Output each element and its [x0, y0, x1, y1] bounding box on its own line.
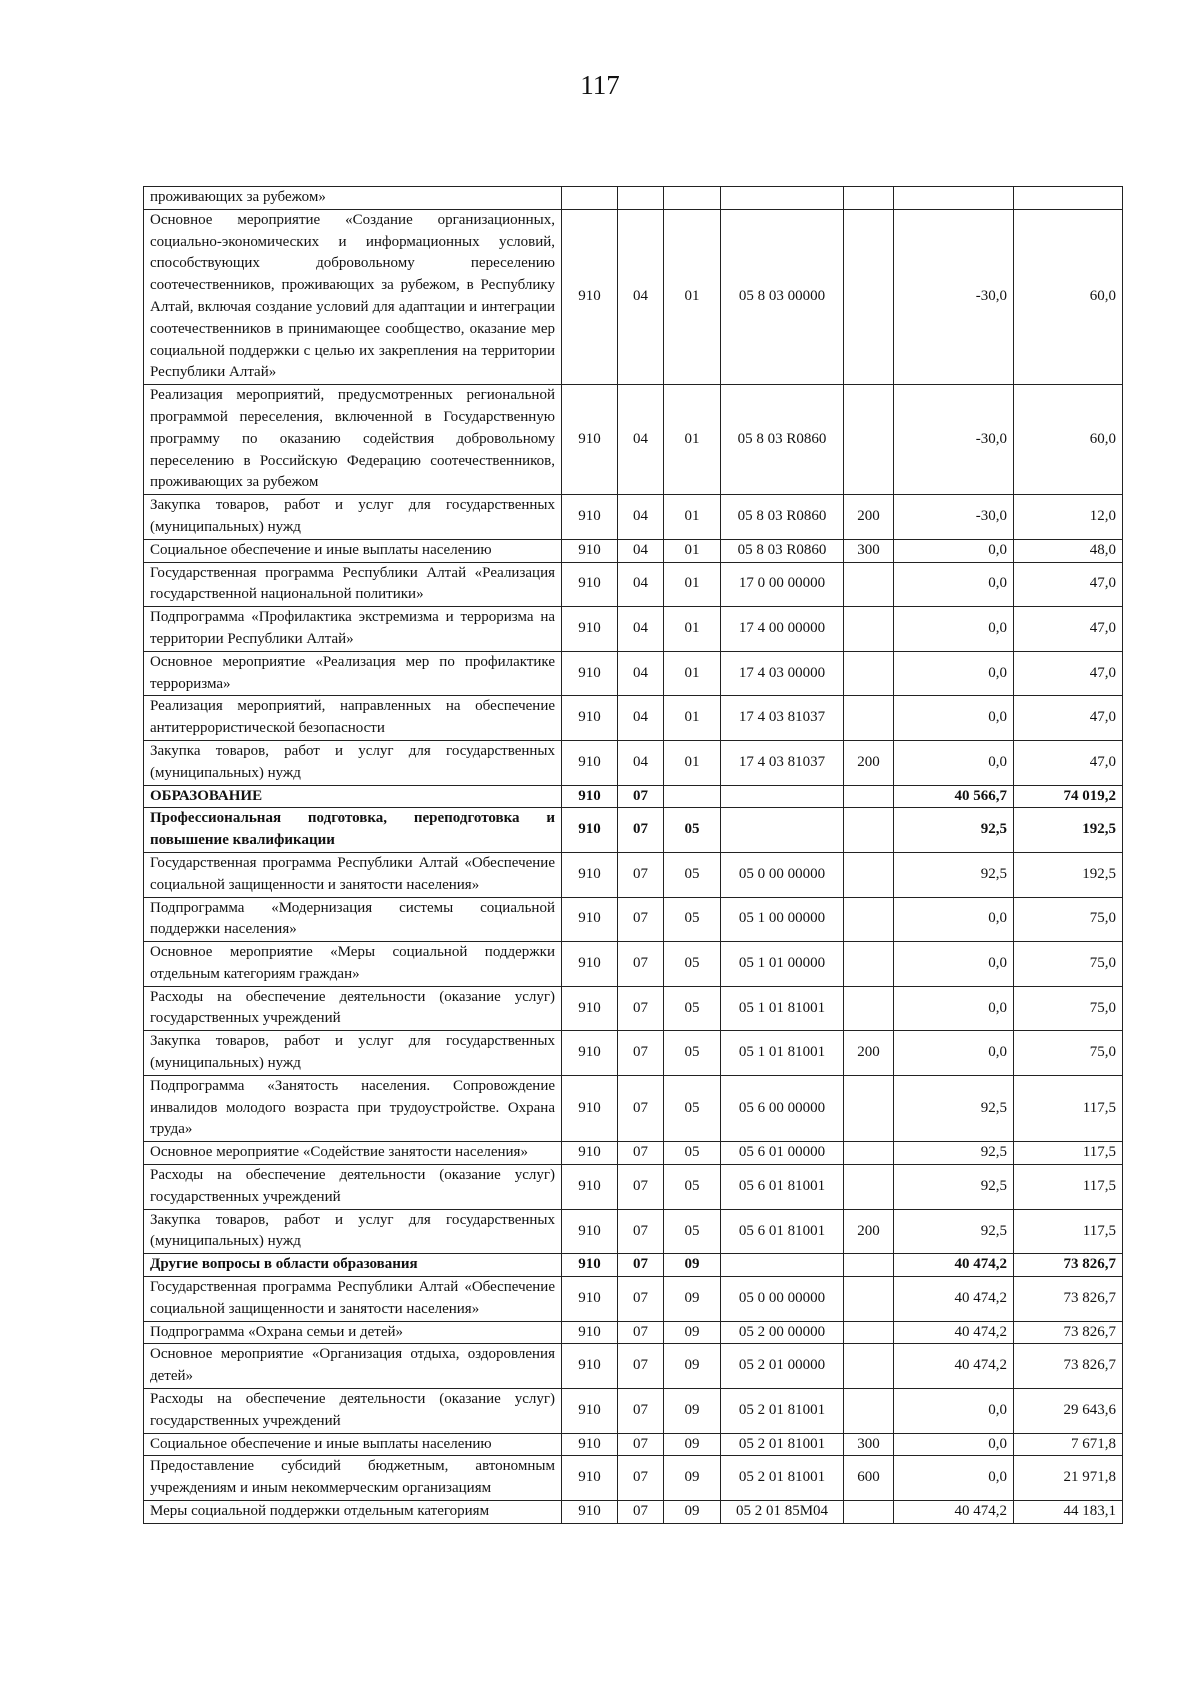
expense-type-code: [844, 607, 894, 652]
target-article-code: 05 2 01 81001: [721, 1389, 844, 1434]
section-code: 07: [618, 1165, 664, 1210]
row-name: Основное мероприятие «Создание организационных, социально-экономических и информационных условий, способствующих добровольному переселению соотечественников, проживающих за рубежом, в Республику Алтай, включая создание условий для адаптации и интеграции соотечественников в принимающее сообщество, оказание мер социальной поддержки с целью их закрепления на территории Республики Алтай»: [144, 209, 562, 384]
amount-1: 92,5: [894, 1209, 1014, 1254]
amount-2: 44 183,1: [1014, 1501, 1123, 1524]
expense-type-code: 200: [844, 495, 894, 540]
amount-1: -30,0: [894, 385, 1014, 495]
grbs-code: 910: [562, 539, 618, 562]
amount-2: 117,5: [1014, 1142, 1123, 1165]
section-code: 07: [618, 942, 664, 987]
amount-1: 92,5: [894, 808, 1014, 853]
subsection-code: 09: [664, 1344, 721, 1389]
grbs-code: 910: [562, 1344, 618, 1389]
table-row: [144, 808, 1123, 853]
target-article-code: 05 1 01 81001: [721, 1031, 844, 1076]
amount-2: 21 971,8: [1014, 1456, 1123, 1501]
expense-type-code: [844, 651, 894, 696]
table-row: [144, 1254, 1123, 1277]
row-name: Закупка товаров, работ и услуг для государственных (муниципальных) нужд: [144, 495, 562, 540]
grbs-code: 910: [562, 651, 618, 696]
row-name: Профессиональная подготовка, переподготовка и повышение квалификации: [144, 808, 562, 853]
row-name: Подпрограмма «Профилактика экстремизма и терроризма на территории Республики Алтай»: [144, 607, 562, 652]
section-code: 07: [618, 1142, 664, 1165]
subsection-code: 01: [664, 385, 721, 495]
grbs-code: 910: [562, 740, 618, 785]
grbs-code: 910: [562, 1165, 618, 1210]
subsection-code: [664, 187, 721, 210]
target-article-code: 05 8 03 R0860: [721, 539, 844, 562]
table-row: [144, 986, 1123, 1031]
subsection-code: 09: [664, 1277, 721, 1322]
section-code: 07: [618, 1344, 664, 1389]
subsection-code: 01: [664, 696, 721, 741]
section-code: 04: [618, 562, 664, 607]
grbs-code: 910: [562, 897, 618, 942]
row-name: Закупка товаров, работ и услуг для государственных (муниципальных) нужд: [144, 740, 562, 785]
row-name: Расходы на обеспечение деятельности (оказание услуг) государственных учреждений: [144, 986, 562, 1031]
section-code: 07: [618, 808, 664, 853]
amount-1: 0,0: [894, 539, 1014, 562]
section-code: 07: [618, 1456, 664, 1501]
row-name: Закупка товаров, работ и услуг для государственных (муниципальных) нужд: [144, 1209, 562, 1254]
amount-1: 0,0: [894, 1456, 1014, 1501]
section-code: 04: [618, 740, 664, 785]
amount-1: 0,0: [894, 562, 1014, 607]
grbs-code: 910: [562, 808, 618, 853]
table-row: [144, 1344, 1123, 1389]
table-row: [144, 897, 1123, 942]
table-row: [144, 651, 1123, 696]
row-name: Предоставление субсидий бюджетным, автономным учреждениям и иным некоммерческим организациям: [144, 1456, 562, 1501]
section-code: 07: [618, 897, 664, 942]
subsection-code: 05: [664, 1209, 721, 1254]
target-article-code: 05 2 01 00000: [721, 1344, 844, 1389]
row-name: Государственная программа Республики Алтай «Реализация государственной национальной политики»: [144, 562, 562, 607]
expense-type-code: [844, 942, 894, 987]
target-article-code: 05 6 01 81001: [721, 1209, 844, 1254]
subsection-code: 09: [664, 1501, 721, 1524]
expense-type-code: [844, 897, 894, 942]
expense-type-code: 200: [844, 1031, 894, 1076]
expense-type-code: [844, 562, 894, 607]
table-row: [144, 852, 1123, 897]
row-name: Реализация мероприятий, предусмотренных региональной программой переселения, включенной в Государственную программу по оказанию содействия добровольному переселению в Российскую Федерацию соотечественников, проживающих за рубежом: [144, 385, 562, 495]
target-article-code: 05 2 01 85М04: [721, 1501, 844, 1524]
section-code: 07: [618, 1075, 664, 1141]
subsection-code: 05: [664, 1165, 721, 1210]
subsection-code: 01: [664, 209, 721, 384]
expense-type-code: [844, 187, 894, 210]
subsection-code: 01: [664, 495, 721, 540]
target-article-code: 05 2 00 00000: [721, 1321, 844, 1344]
grbs-code: 910: [562, 385, 618, 495]
amount-1: 40 474,2: [894, 1277, 1014, 1322]
target-article-code: [721, 808, 844, 853]
row-name: Социальное обеспечение и иные выплаты населению: [144, 1433, 562, 1456]
subsection-code: 09: [664, 1389, 721, 1434]
amount-2: 117,5: [1014, 1209, 1123, 1254]
amount-1: 0,0: [894, 1433, 1014, 1456]
section-code: 07: [618, 785, 664, 808]
amount-1: 0,0: [894, 1031, 1014, 1076]
amount-2: 75,0: [1014, 1031, 1123, 1076]
grbs-code: 910: [562, 1433, 618, 1456]
subsection-code: 09: [664, 1456, 721, 1501]
table-row: [144, 1031, 1123, 1076]
row-name: Другие вопросы в области образования: [144, 1254, 562, 1277]
expense-type-code: 200: [844, 1209, 894, 1254]
row-name: Основное мероприятие «Реализация мер по профилактике терроризма»: [144, 651, 562, 696]
section-code: 07: [618, 1031, 664, 1076]
target-article-code: 05 8 03 R0860: [721, 495, 844, 540]
row-name: Основное мероприятие «Меры социальной поддержки отдельным категориям граждан»: [144, 942, 562, 987]
table-row: [144, 1277, 1123, 1322]
amount-1: [894, 187, 1014, 210]
expense-type-code: 200: [844, 740, 894, 785]
amount-2: 117,5: [1014, 1075, 1123, 1141]
amount-1: 0,0: [894, 696, 1014, 741]
target-article-code: 05 8 03 00000: [721, 209, 844, 384]
amount-2: 117,5: [1014, 1165, 1123, 1210]
section-code: 07: [618, 1433, 664, 1456]
amount-1: 92,5: [894, 1165, 1014, 1210]
amount-2: 47,0: [1014, 696, 1123, 741]
row-name: Подпрограмма «Модернизация системы социальной поддержки населения»: [144, 897, 562, 942]
amount-2: 7 671,8: [1014, 1433, 1123, 1456]
target-article-code: [721, 785, 844, 808]
subsection-code: 05: [664, 1075, 721, 1141]
row-name: Подпрограмма «Занятость населения. Сопровождение инвалидов молодого возраста при трудоустройстве. Охрана труда»: [144, 1075, 562, 1141]
expense-type-code: [844, 696, 894, 741]
table-row: [144, 740, 1123, 785]
section-code: 04: [618, 385, 664, 495]
row-name: Расходы на обеспечение деятельности (оказание услуг) государственных учреждений: [144, 1389, 562, 1434]
table-row: [144, 385, 1123, 495]
expense-type-code: [844, 1165, 894, 1210]
expense-type-code: [844, 852, 894, 897]
expense-type-code: [844, 385, 894, 495]
table-row: [144, 1209, 1123, 1254]
target-article-code: 17 4 03 81037: [721, 696, 844, 741]
row-name: ОБРАЗОВАНИЕ: [144, 785, 562, 808]
amount-1: 40 566,7: [894, 785, 1014, 808]
subsection-code: 01: [664, 539, 721, 562]
section-code: 07: [618, 1277, 664, 1322]
subsection-code: [664, 785, 721, 808]
grbs-code: 910: [562, 1277, 618, 1322]
grbs-code: 910: [562, 495, 618, 540]
amount-2: 47,0: [1014, 607, 1123, 652]
amount-2: 192,5: [1014, 852, 1123, 897]
row-name: Меры социальной поддержки отдельным категориям: [144, 1501, 562, 1524]
table-row: [144, 942, 1123, 987]
expense-type-code: [844, 1075, 894, 1141]
target-article-code: 05 1 00 00000: [721, 897, 844, 942]
table-row: [144, 495, 1123, 540]
grbs-code: 910: [562, 852, 618, 897]
amount-2: 60,0: [1014, 209, 1123, 384]
section-code: 04: [618, 209, 664, 384]
amount-1: 0,0: [894, 651, 1014, 696]
subsection-code: 01: [664, 562, 721, 607]
grbs-code: 910: [562, 1031, 618, 1076]
expense-type-code: [844, 1344, 894, 1389]
subsection-code: 09: [664, 1433, 721, 1456]
target-article-code: 05 8 03 R0860: [721, 385, 844, 495]
target-article-code: 05 6 00 00000: [721, 1075, 844, 1141]
subsection-code: 05: [664, 852, 721, 897]
grbs-code: 910: [562, 1075, 618, 1141]
grbs-code: 910: [562, 696, 618, 741]
grbs-code: 910: [562, 1254, 618, 1277]
table-row: [144, 1321, 1123, 1344]
table-row: [144, 607, 1123, 652]
expense-type-code: [844, 1254, 894, 1277]
table-row: [144, 187, 1123, 210]
amount-1: -30,0: [894, 495, 1014, 540]
amount-1: -30,0: [894, 209, 1014, 384]
amount-2: 75,0: [1014, 897, 1123, 942]
grbs-code: 910: [562, 209, 618, 384]
section-code: 07: [618, 1501, 664, 1524]
amount-1: 40 474,2: [894, 1501, 1014, 1524]
expense-type-code: [844, 808, 894, 853]
table-row: [144, 1433, 1123, 1456]
target-article-code: 05 6 01 00000: [721, 1142, 844, 1165]
amount-1: 0,0: [894, 897, 1014, 942]
expense-type-code: 600: [844, 1456, 894, 1501]
table-row: [144, 1165, 1123, 1210]
subsection-code: 05: [664, 942, 721, 987]
amount-2: 73 826,7: [1014, 1254, 1123, 1277]
grbs-code: 910: [562, 1209, 618, 1254]
section-code: 07: [618, 1209, 664, 1254]
target-article-code: 17 4 03 81037: [721, 740, 844, 785]
expense-type-code: [844, 1389, 894, 1434]
amount-1: 92,5: [894, 1075, 1014, 1141]
section-code: 04: [618, 651, 664, 696]
target-article-code: 05 1 01 81001: [721, 986, 844, 1031]
grbs-code: [562, 187, 618, 210]
subsection-code: 05: [664, 986, 721, 1031]
grbs-code: 910: [562, 607, 618, 652]
amount-2: 73 826,7: [1014, 1277, 1123, 1322]
amount-2: 12,0: [1014, 495, 1123, 540]
target-article-code: 05 0 00 00000: [721, 1277, 844, 1322]
row-name: Государственная программа Республики Алтай «Обеспечение социальной защищенности и занятости населения»: [144, 852, 562, 897]
row-name: Реализация мероприятий, направленных на обеспечение антитеррористической безопасности: [144, 696, 562, 741]
amount-1: 0,0: [894, 942, 1014, 987]
table-row: [144, 209, 1123, 384]
amount-1: 0,0: [894, 607, 1014, 652]
table-row: [144, 696, 1123, 741]
subsection-code: 05: [664, 808, 721, 853]
row-name: Основное мероприятие «Организация отдыха, оздоровления детей»: [144, 1344, 562, 1389]
row-name: Социальное обеспечение и иные выплаты населению: [144, 539, 562, 562]
amount-2: [1014, 187, 1123, 210]
expense-type-code: 300: [844, 539, 894, 562]
expense-type-code: [844, 1142, 894, 1165]
amount-2: 73 826,7: [1014, 1321, 1123, 1344]
amount-2: 47,0: [1014, 740, 1123, 785]
expense-type-code: [844, 1321, 894, 1344]
expense-type-code: [844, 1501, 894, 1524]
section-code: 07: [618, 1321, 664, 1344]
amount-1: 0,0: [894, 740, 1014, 785]
amount-2: 73 826,7: [1014, 1344, 1123, 1389]
target-article-code: 05 2 01 81001: [721, 1456, 844, 1501]
subsection-code: 01: [664, 740, 721, 785]
amount-2: 47,0: [1014, 562, 1123, 607]
table-body: [144, 187, 1123, 1524]
target-article-code: [721, 1254, 844, 1277]
amount-2: 29 643,6: [1014, 1389, 1123, 1434]
table-row: [144, 1389, 1123, 1434]
subsection-code: 01: [664, 607, 721, 652]
section-code: 04: [618, 539, 664, 562]
section-code: 07: [618, 852, 664, 897]
expense-type-code: [844, 209, 894, 384]
target-article-code: 17 4 03 00000: [721, 651, 844, 696]
grbs-code: 910: [562, 562, 618, 607]
budget-table: [143, 186, 1123, 1524]
subsection-code: 01: [664, 651, 721, 696]
amount-2: 192,5: [1014, 808, 1123, 853]
table-row: [144, 1456, 1123, 1501]
grbs-code: 910: [562, 1389, 618, 1434]
expense-type-code: [844, 785, 894, 808]
amount-1: 40 474,2: [894, 1344, 1014, 1389]
section-code: 07: [618, 986, 664, 1031]
table-row: [144, 1142, 1123, 1165]
subsection-code: 09: [664, 1254, 721, 1277]
row-name: Расходы на обеспечение деятельности (оказание услуг) государственных учреждений: [144, 1165, 562, 1210]
row-name: Государственная программа Республики Алтай «Обеспечение социальной защищенности и занятости населения»: [144, 1277, 562, 1322]
section-code: 07: [618, 1254, 664, 1277]
amount-1: 92,5: [894, 852, 1014, 897]
amount-1: 40 474,2: [894, 1321, 1014, 1344]
target-article-code: 05 1 01 00000: [721, 942, 844, 987]
target-article-code: 05 0 00 00000: [721, 852, 844, 897]
section-code: 07: [618, 1389, 664, 1434]
table-row: [144, 562, 1123, 607]
table-row: [144, 1075, 1123, 1141]
section-code: [618, 187, 664, 210]
subsection-code: 05: [664, 1142, 721, 1165]
subsection-code: 05: [664, 897, 721, 942]
page-number: 117: [580, 70, 620, 100]
amount-1: 40 474,2: [894, 1254, 1014, 1277]
target-article-code: 17 4 00 00000: [721, 607, 844, 652]
amount-2: 75,0: [1014, 986, 1123, 1031]
expense-type-code: [844, 986, 894, 1031]
amount-2: 74 019,2: [1014, 785, 1123, 808]
subsection-code: 05: [664, 1031, 721, 1076]
amount-2: 48,0: [1014, 539, 1123, 562]
grbs-code: 910: [562, 1142, 618, 1165]
grbs-code: 910: [562, 942, 618, 987]
row-name: проживающих за рубежом»: [144, 187, 562, 210]
grbs-code: 910: [562, 785, 618, 808]
amount-2: 47,0: [1014, 651, 1123, 696]
row-name: Подпрограмма «Охрана семьи и детей»: [144, 1321, 562, 1344]
section-code: 04: [618, 495, 664, 540]
table-row: [144, 785, 1123, 808]
row-name: Основное мероприятие «Содействие занятости населения»: [144, 1142, 562, 1165]
target-article-code: 17 0 00 00000: [721, 562, 844, 607]
amount-1: 92,5: [894, 1142, 1014, 1165]
target-article-code: [721, 187, 844, 210]
amount-1: 0,0: [894, 1389, 1014, 1434]
amount-1: 0,0: [894, 986, 1014, 1031]
amount-2: 60,0: [1014, 385, 1123, 495]
expense-type-code: 300: [844, 1433, 894, 1456]
target-article-code: 05 6 01 81001: [721, 1165, 844, 1210]
target-article-code: 05 2 01 81001: [721, 1433, 844, 1456]
row-name: Закупка товаров, работ и услуг для государственных (муниципальных) нужд: [144, 1031, 562, 1076]
expense-type-code: [844, 1277, 894, 1322]
section-code: 04: [618, 607, 664, 652]
grbs-code: 910: [562, 1456, 618, 1501]
table-row: [144, 539, 1123, 562]
grbs-code: 910: [562, 1321, 618, 1344]
grbs-code: 910: [562, 986, 618, 1031]
table-row: [144, 1501, 1123, 1524]
amount-2: 75,0: [1014, 942, 1123, 987]
subsection-code: 09: [664, 1321, 721, 1344]
section-code: 04: [618, 696, 664, 741]
grbs-code: 910: [562, 1501, 618, 1524]
